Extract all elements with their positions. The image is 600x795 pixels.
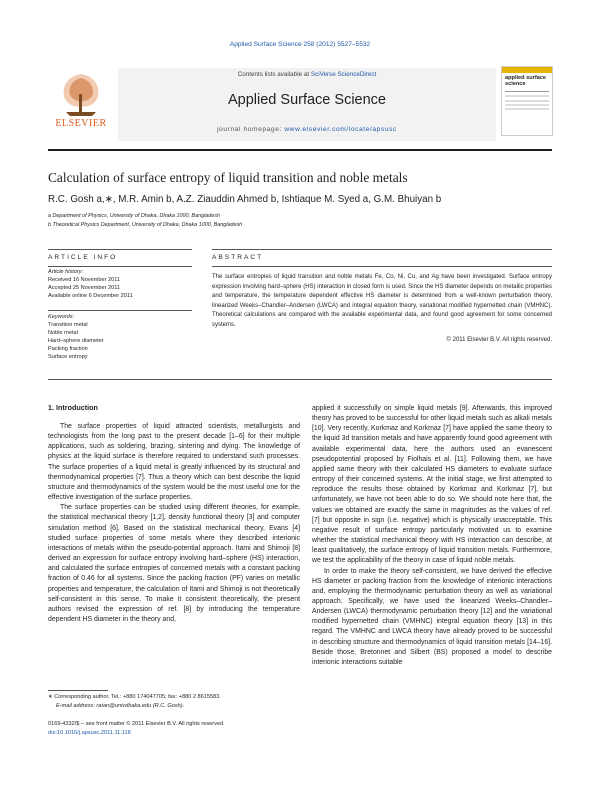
paragraph: The surface properties of liquid attracted scientists, metallurgists and technologists from the long past to the present decade [1–6] for their multiple applications, such as soldering, brazing, sintering and dying. The knowledge of physics at the liquid surface is therefore required to understand such processes. The surface properties of a liquid metal is greatly influenced by its structural and thermodynamical properties [7]. Thus a theory which can best describe the liquid structure and thermodynamics of the system would be the most useful one for the effective investigation of the surface properties. [48,423,300,502]
footnote-email[interactable]: E-mail address: ratan@univdhaka.edu (R.C. Gosh). [56,703,185,709]
article-info-heading: ARTICLE INFO [48,254,118,261]
journal-reference[interactable]: Applied Surface Science 258 (2012) 5527–5532 [229,41,371,48]
footnote-corresponding: ∗ Corresponding author. Tel.: +880 174047705; fax: +880 2 8615583. [48,694,221,700]
front-matter-rule [48,379,552,380]
keywords-block [48,313,198,362]
paragraph: applied it successfully on simple liquid metals [9]. Afterwards, this improved theory has proved to be successful for other liquid metals such as alkali metals [10]. Very recently, Korkmaz and Korkmaz [7] have applied the same theory to the liquid 3d transition metals and have apparently found good agreement with available experimental data, here the authors used an evanescent pseudopotential proposed by Fiolhais et al. [11]. Following them, we have applied same theory with their calculated HS diameters to evaluate surface entropy of their concerned systems. At the initial stage, we first attempted to reproduce the results those obtained by Korkmaz and Korkmaz [7], but unfortunately, we have not been able to do so. We should note here that, the values we obtained are exactly the same in magnitudes as the values of ref. [7] but opposite in sign (i.e. negative) which is physically unacceptable. This negative result of surface entropy particularly motivated us to examine whether the statistical mechanical theory with HS interaction can describe, at least qualitatively, the surface entropy of liquid transition metals. Furthermore, we test the applicability of the theory in case of liquid noble metals. [312,405,552,565]
paragraph: In order to make the theory self-consistent, we have derived the effective HS diameter or packing fraction from the knowledge of interionic interactions and, employing the thermodynamic perturbation theory as well as variational approach. Specifically, we have used the linearized Weeks–Chandler–Andersen (LWCA) thermodynamic perturbation theory [12] and the variational modified hypernetted chain (VMHNC) integral equation theory [13] in this regard. The VMHNC and LWCA theory have already proved to be successful in describing structure and thermodynamics of liquid transition metals [14–16]. Beside those, Bretonnet and Silbert (BS) proposed a model to describe interionic interactions suitable [312,567,552,666]
cover-title: applied surface science [505,75,547,87]
keyword-item: Hard–sphere diameter [48,338,104,345]
author-list: R.C. Gosh a,∗, M.R. Amin b, A.Z. Ziauddin Ahmed b, Ishtiaque M. Syed a, G.M. Bhuiyan b [48,194,442,205]
issn-line: 0169-4332/$ – see front matter © 2011 Elsevier B.V. All rights reserved. [48,721,225,727]
homepage-prefix: journal homepage: [217,126,285,133]
journal-title: Applied Surface Science [228,92,386,108]
keyword-item: Surface entropy [48,354,88,361]
article-history [48,268,198,300]
keyword-item: Packing fraction [48,346,88,353]
history-accepted: Accepted 25 November 2011 [48,285,121,292]
contents-prefix: Contents lists available at [237,71,311,78]
affiliation-a: a Department of Physics, University of Dhaka, Dhaka 1000, Bangladesh [48,213,220,219]
history-received: Received 16 November 2011 [48,277,121,284]
keyword-item: Transition metal [48,322,88,329]
section-heading-introduction: 1. Introduction [48,403,98,412]
contents-line [118,71,496,78]
keywords-label: Keywords: [48,314,75,320]
abstract-rule [212,266,552,267]
journal-header [118,68,496,141]
journal-cover-thumbnail [501,66,553,136]
affiliation-b: b Theoretical Physics Department, University of Dhaka, Dhaka 1000, Bangladesh [48,222,243,228]
abstract-copyright: © 2011 Elsevier B.V. All rights reserved. [446,337,552,343]
article-info-rule-top [48,249,192,250]
elsevier-logo [48,66,114,132]
sciverse-link[interactable]: SciVerse ScienceDirect [310,71,377,78]
body-right-column [312,404,552,668]
abstract-heading: ABSTRACT [212,254,264,261]
history-online: Available online 6 December 2011 [48,293,133,300]
publisher-name: ELSEVIER [55,118,107,129]
footnote-rule [48,690,108,691]
doi-link[interactable]: doi:10.1016/j.apsusc.2011.11.118 [48,730,131,736]
abstract-text: The surface entropies of liquid transition and noble metals Fe, Co, Ni, Cu, and Ag have been investigated. Surface entropy expression involving hard–sphere (HS) interaction in closed form is used. Since the HS diameter depends on metallic properties and temperature, the temperature dependent effective HS diameter is determined from a well-known perturbation theory, linearized Weeks–Chandler–Andersen (LWCA) and integral equation theory, variational modified hypernetted chain (VMHNC). Theoretical calculations are compared with the available experimental data, and found good agreement for some concerned systems. [212,274,552,328]
article-title: Calculation of surface entropy of liquid transition and noble metals [48,170,408,185]
keywords-rule [48,310,192,311]
keyword-item: Noble metal [48,330,78,337]
homepage-link[interactable]: www.elsevier.com/locate/apsusc [284,126,397,133]
body-left-column [48,422,300,625]
history-label: Article history: [48,269,84,275]
abstract-rule-top [212,249,552,250]
article-info-rule [48,266,192,267]
paragraph: The surface properties can be studied using different theories, for example, the statistical mechanical theory [1,2], density functional theory [3] and computer simulation method [6]. Based on the statistical mechanical theory, Evans [4] studied surface properties of some metals where they described interionic interactions of metals within the pseudo-potential approach. Itami and Shimoji [8] derived an expression for surface entropy involving hard–sphere (HS) interaction, and calculated the surface entropies of concerned metals with a constant packing fraction of 0.46 for all systems. Since the packing fraction (PF) varies on metallic properties and temperature, the calculation of Itami and Shimoji is not theoretically self-consistent in this sense. To make it consistent theoretically, the present authors revised the expression of ref. [8] by introducing the temperature dependent HS diameter in the theory and, [48,504,300,623]
header-rule [48,149,552,151]
homepage-line [118,126,496,133]
